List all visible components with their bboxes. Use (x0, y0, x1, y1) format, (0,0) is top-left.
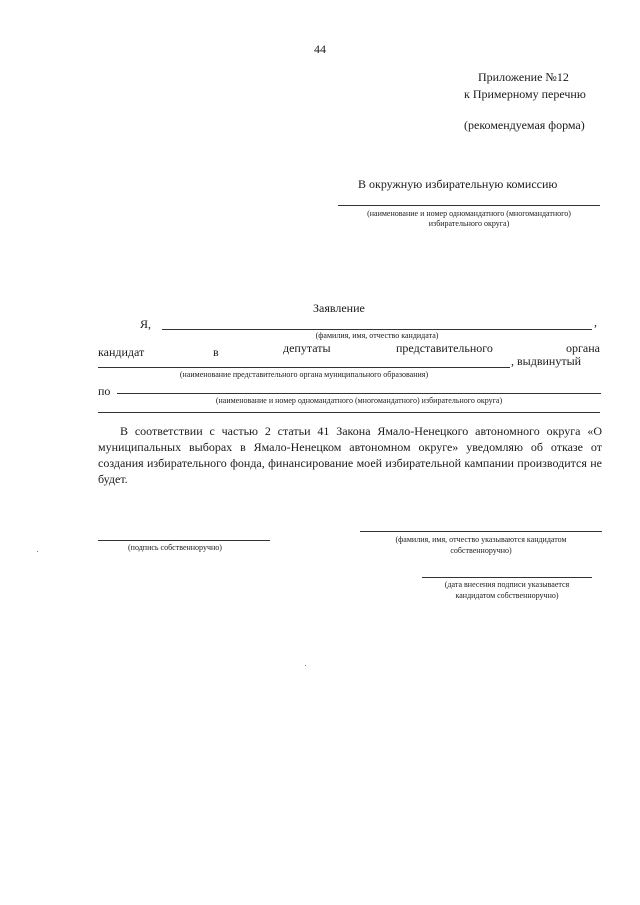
addressee-hint-2: избирательного округа) (428, 219, 510, 228)
addressee-text: В окружную избирательную комиссию (358, 177, 558, 191)
po-label: по (98, 384, 111, 398)
page-number: 44 (314, 42, 326, 56)
okrug-line-2 (98, 412, 600, 413)
signature-fio-hint-2: собственноручно) (450, 546, 512, 555)
scan-speck (305, 665, 306, 666)
addressee-line (338, 205, 600, 206)
signature-fio-line (360, 531, 602, 532)
appendix-number: Приложение №12 (478, 70, 569, 84)
signature-fio-hint-1: (фамилия, имя, отчество указываются кандидатом (395, 535, 567, 544)
document-title: Заявление (313, 301, 365, 315)
date-line (422, 577, 592, 578)
organ-name-line (98, 367, 510, 368)
appendix-to-list: к Примерному перечню (464, 87, 586, 101)
word-predstavitelnogo: представительного (396, 341, 493, 355)
okrug-line (117, 393, 601, 394)
candidate-fio-line (162, 329, 592, 330)
vydvinutyi-label: , выдвинутый (511, 354, 582, 368)
candidate-fio-hint: (фамилия, имя, отчество кандидата) (315, 331, 439, 340)
recommended-form-note: (рекомендуемая форма) (464, 118, 585, 132)
date-hint-1: (дата внесения подписи указывается (444, 580, 570, 589)
okrug-hint: (наименование и номер одномандатного (многомандатного) избирательного округа) (215, 396, 503, 405)
ya-label: Я, (140, 317, 152, 331)
addressee-hint-1: (наименование и номер одномандатного (многомандатного) (367, 209, 571, 218)
word-organa: органа (566, 341, 600, 355)
date-hint-2: кандидатом собственноручно) (455, 591, 559, 600)
signature-line (98, 540, 270, 541)
notice-paragraph: В соответствии с частью 2 статьи 41 Закона Ямало-Ненецкого автономного округа «О муниципальных выборах в Ямало-Ненецком автономном округе» уведомляю об отказе от создания избирательного фонда, финансирование моей избирательной кампании производится не будет. (98, 424, 602, 486)
scan-speck (37, 551, 38, 552)
signature-hint: (подпись собственноручно) (128, 543, 222, 552)
word-deputaty: депутаты (283, 341, 331, 355)
organ-name-hint: (наименование представительного органа муниципального образования) (179, 370, 429, 379)
word-kandidat: кандидат (98, 345, 145, 359)
word-v: в (213, 345, 219, 359)
ya-comma: , (594, 315, 597, 329)
